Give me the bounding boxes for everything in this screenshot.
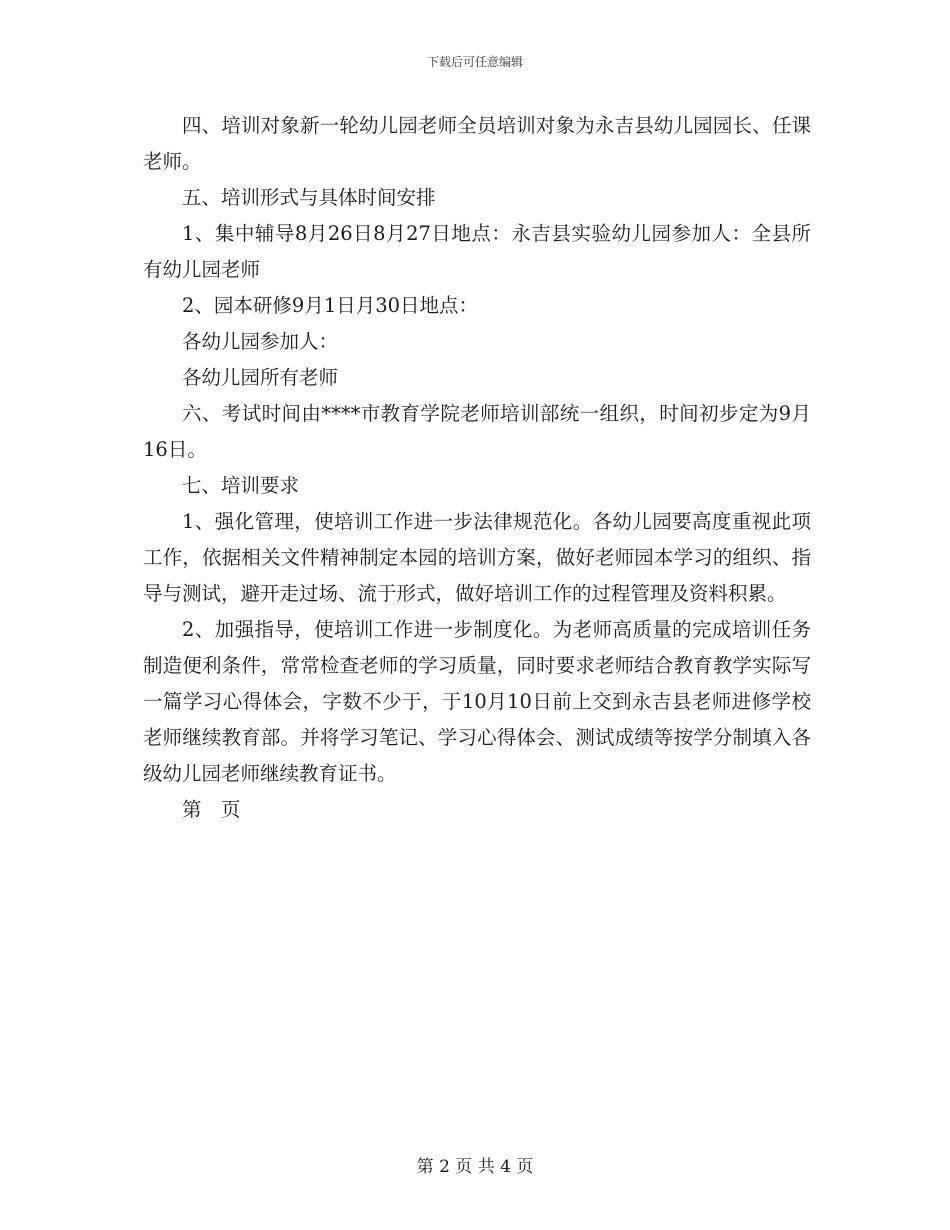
document-body (143, 108, 811, 828)
paragraph-page-marker: 第 页 (182, 798, 241, 821)
page-header: 下载后可任意编辑 (426, 55, 523, 69)
paragraph-school-based-study: 2、园本研修9月1日月30日地点： (182, 294, 479, 317)
paragraph-training-target: 四、培训对象新一轮幼儿园老师全员培训对象为永吉县幼儿园园长、任课老师。 (143, 114, 811, 173)
paragraph-section-five-heading: 五、培训形式与具体时间安排 (182, 186, 436, 209)
paragraph-central-tutoring: 1、集中辅导8月26日8月27日地点：永吉县实验幼儿园参加人：全县所有幼儿园老师 (143, 222, 811, 281)
paragraph-participants: 各幼儿园所有老师 (182, 366, 339, 389)
paragraph-exam-time: 六、考试时间由****市教育学院老师培训部统一组织，时间初步定为9月16日。 (143, 402, 811, 461)
paragraph-requirement-guidance: 2、加强指导，使培训工作进一步制度化。为老师高质量的完成培训任务制造便利条件，常常检查老师的学习质量，同时要求老师结合教育教学实际写一篇学习心得体会，字数不少于，于10月10日前上交到永吉县老师进修学校老师继续教育部。并将学习笔记、学习心得体会、测试成绩等按学分制填入各级幼儿园老师继续教育证书。 (143, 618, 811, 785)
page-footer: 第 2 页 共 4 页 (416, 1157, 534, 1177)
paragraph-section-seven-heading: 七、培训要求 (182, 474, 300, 497)
paragraph-requirement-management: 1、强化管理，使培训工作进一步法律规范化。各幼儿园要高度重视此项工作，依据相关文件精神制定本园的培训方案，做好老师园本学习的组织、指导与测试，避开走过场、流于形式，做好培训工作的过程管理及资料积累。 (143, 510, 811, 605)
paragraph-participants-label: 各幼儿园参加人： (182, 330, 339, 353)
